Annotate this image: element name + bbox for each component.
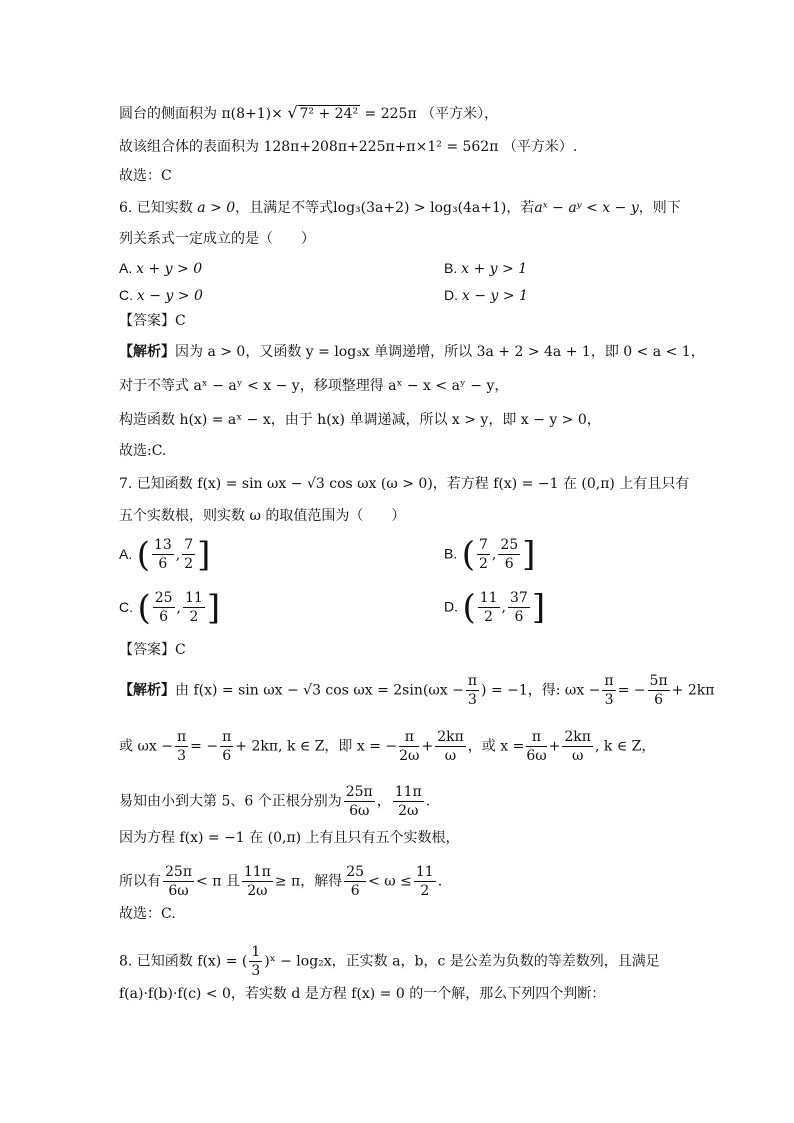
num: 2kπ [564,729,591,745]
den: 2ω [247,883,268,899]
q7-explain-line3 [119,783,734,820]
fraction [508,589,530,626]
label: A. [119,260,133,276]
q7-explain-line6: 故选：C. [119,906,176,922]
paren: ( [461,534,475,575]
num: π [467,673,478,689]
den: 2 [478,556,488,572]
q7-explain-line1 [119,672,734,709]
num: 2kπ [437,729,464,745]
fraction [344,783,375,820]
fraction [435,728,466,765]
den: 6ω [168,883,189,899]
den: 6ω [526,748,547,764]
bracket: ] [197,534,211,575]
text: . [437,873,443,890]
bracket: ] [531,587,546,628]
q6-explain-line3: 构造函数 h(x) = aˣ − x，由于 h(x) 单调递减，所以 x > y，即 x − y > 0， [119,412,601,428]
q6-explain-line4: 故选:C. [119,443,167,459]
text: （平方米）， [421,106,499,122]
num: 25π [165,864,193,880]
bracket: ] [522,534,536,575]
text: 因为 a > 0，又函数 y = log₃x 单调递增，所以 3a + 2 > 4a + 1，即 0 < a < 1， [175,344,705,360]
num: 7 [184,537,194,553]
q7-answer: 【答案】C [119,642,186,658]
q6-option-row1 [119,258,734,279]
q6-option-c[interactable] [119,287,203,303]
num: 1 [251,944,261,960]
num: 11π [394,784,422,800]
text: ，且满足不等式 [235,200,334,216]
fraction [466,672,479,709]
fraction [249,943,262,980]
den: ω [571,748,584,764]
den: 6ω [349,803,370,819]
q6-option-a[interactable] [119,260,202,276]
q7-option-b[interactable]: B. ( $\frac{7}{2}$ , $\frac{25}{6}$ ] [444,534,536,575]
den: 6 [158,556,168,572]
text: 故该组合体的表面积为 [119,139,259,155]
text: )ˣ − log₂x，正实数 a，b，c 是公差为负数的等差数列，且满足 [264,953,660,970]
label: C. [119,598,133,615]
fraction [220,728,233,765]
den: 6 [159,609,169,625]
text: < π 且 [196,873,240,890]
paren: ( [462,587,476,628]
sqrt-symbol: √ [287,103,298,122]
fraction [242,863,273,900]
bracket: ] [206,587,221,628]
text: 8. 已知函数 f(x) = ( [119,953,248,970]
num: π [222,729,232,745]
den: 2 [420,883,430,899]
fraction [648,672,670,709]
q6-answer: 【答案】C [119,313,186,329]
text: ，或 x = [467,738,525,755]
formula: π(8+1)× [221,106,283,122]
q6-option-row2 [119,285,734,306]
q7-option-row1 [119,536,734,573]
den: ω [444,748,457,764]
q6-stem-line1 [119,198,734,218]
fraction [152,536,174,573]
q7-explain-line5 [119,863,734,900]
text: + 2kπ, k ∈ Z，即 x = − [235,738,398,755]
text: 或 ωx − [119,738,173,755]
formula: x − y > 1 [461,288,528,304]
fraction [182,536,195,573]
q7-option-d[interactable]: D. ( $\frac{11}{2}$ , $\frac{37}{6}$ ] [444,587,546,628]
text: 圆台的侧面积为 [119,106,217,122]
den: 3 [467,692,477,708]
q6-explain-line1 [119,342,734,362]
formula: x − y > 0 [136,288,203,304]
text: （平方米）. [502,139,578,155]
fraction [602,672,615,709]
formula: a > 0 [197,200,236,216]
num: 13 [153,537,172,553]
den: 6 [350,883,360,899]
formula: 7² + 24² [299,106,359,122]
choice-line: 故选：C [119,168,172,184]
text: = − [190,738,219,755]
num: 11 [185,590,203,606]
num: 37 [510,590,528,606]
fraction [414,863,436,900]
den: 2 [189,609,199,625]
num: 11 [479,590,498,606]
q7-explain-line2 [119,728,734,765]
fraction [393,783,424,820]
num: π [526,728,546,747]
num: 11 [415,864,434,880]
den: 3 [604,692,614,708]
q7-option-a[interactable]: A. ( $\frac{13}{6}$ , $\frac{7}{2}$ ] [119,534,211,575]
fraction [498,536,520,573]
fraction [478,589,500,626]
den: 6 [654,692,664,708]
label: D. [444,287,458,303]
text: 6. 已知实数 [119,200,193,216]
num: 25 [500,537,519,553]
text: 所以有 [119,873,161,890]
label: 【解析】 [119,682,175,699]
q6-option-d[interactable] [444,285,528,306]
q7-stem-line2: 五个实数根，则实数 ω 的取值范围为（ ） [119,508,406,524]
den: 2 [484,609,494,625]
den: 2 [184,556,194,572]
q6-option-b[interactable] [444,258,527,279]
q8-stem-line1 [119,943,734,980]
text: ≥ π，解得 [274,873,343,890]
fraction [477,536,490,573]
num: 25 [346,864,365,880]
q7-option-row2 [119,589,734,626]
text: , k ∈ Z， [594,738,656,755]
paren: ( [137,587,151,628]
formula: = 225π [360,106,417,122]
fraction [163,863,194,900]
fraction [183,589,205,626]
den: 2ω [399,748,420,764]
q7-explain-line4: 因为方程 f(x) = −1 在 (0,π) 上有且只有五个实数根， [119,830,460,846]
den: 2ω [398,803,419,819]
den: 6 [504,556,514,572]
label: C. [119,287,133,303]
formula: 128π+208π+225π+π×1² = 562π [263,139,499,155]
formula: x + y > 0 [136,261,203,277]
text: + 2kπ [671,682,715,699]
text: 由 f(x) = sin ωx − √3 cos ωx = 2sin(ωx − [175,682,464,699]
text: . [425,793,431,810]
den: 6 [514,609,524,625]
num: 25 [154,590,173,606]
q6-stem-line2: 列关系式一定成立的是（ ） [119,231,315,247]
den: 3 [251,963,261,979]
fraction [175,728,188,765]
text: = − [617,682,646,699]
num: 25π [345,784,373,800]
text: ，若 [506,200,535,216]
label: 【解析】 [119,344,175,360]
surface-area-line [119,137,734,157]
paren: ( [136,534,150,575]
text: ，则下 [638,200,681,216]
fraction [399,728,419,765]
num: π [399,728,419,747]
formula: aˣ − aʸ < x − y [534,200,639,216]
text: + [421,738,434,755]
num: π [604,673,614,689]
den: 6 [222,748,232,764]
q8-stem-line2: f(a)·f(b)·f(c) < 0，若实数 d 是方程 f(x) = 0 的一个解，那么下列四个判断： [119,986,606,1002]
fraction [526,728,546,765]
fraction [344,863,366,900]
formula: x + y > 1 [461,261,528,277]
label: A. [119,545,133,562]
label: B. [444,260,458,276]
q6-explain-line2: 对于不等式 aˣ − aʸ < x − y，移项整理得 aˣ − x < aʸ − y， [119,378,509,394]
text: + [548,738,561,755]
q7-stem-line1: 7. 已知函数 f(x) = sin ωx − √3 cos ωx (ω > 0)，若方程 f(x) = −1 在 (0,π) 上有且只有 [119,476,690,492]
text: < ω ≤ [368,873,412,890]
text: ， [376,793,391,810]
formula: log₃(3a+2) > log₃(4a+1) [333,200,507,216]
num: π [176,729,187,745]
num: 7 [478,537,488,553]
q7-option-c[interactable]: C. ( $\frac{25}{6}$ , $\frac{11}{2}$ ] [119,587,221,628]
num: 5π [649,673,668,689]
text: 易知由小到大第 5、6 个正根分别为 [119,793,342,810]
fraction [153,589,175,626]
fraction [562,728,593,765]
label: D. [444,598,458,615]
num: 11π [243,864,271,880]
den: 3 [177,748,187,764]
text: ) = −1，得: ωx − [481,682,601,699]
label: B. [444,545,458,562]
lateral-area-line [119,103,734,124]
